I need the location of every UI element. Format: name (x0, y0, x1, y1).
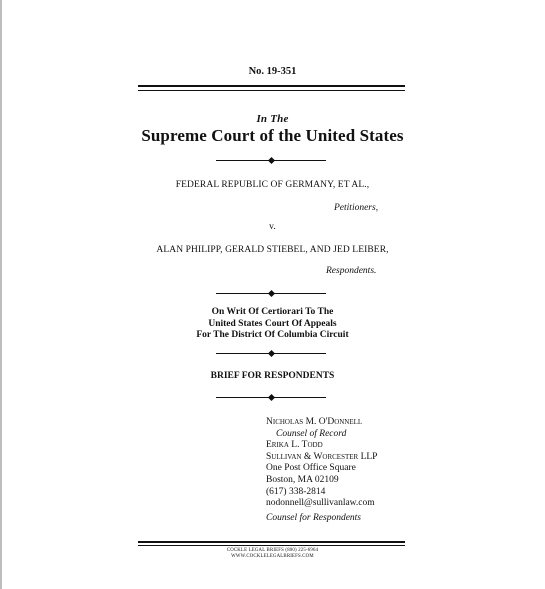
petitioner-role: Petitioners, (334, 203, 379, 213)
bottom-rule-thick (138, 541, 405, 543)
brief-title: BRIEF FOR RESPONDENTS (210, 371, 335, 381)
counsel-second-name: Erika L. Todd (266, 440, 323, 451)
divider-2 (216, 290, 326, 297)
bottom-rule-thin (138, 545, 405, 546)
divider-3 (216, 350, 326, 357)
writ-line-1: On Writ Of Certiorari To The (211, 307, 334, 317)
counsel-lead-name: Nicholas M. O'Donnell (266, 417, 363, 427)
writ-line-2: United States Court Of Appeals (208, 318, 337, 329)
printer-line-1: COCKLE LEGAL BRIEFS (800) 225-6964 (226, 548, 319, 553)
petitioner-name: FEDERAL REPUBLIC OF GERMANY, ET AL., (175, 180, 370, 190)
court-name: Supreme Court of the United States (141, 126, 404, 145)
respondent-name: ALAN PHILIPP, GERALD STIEBEL, AND JED LEIBER, (156, 245, 389, 255)
counsel-firm: Sullivan & Worcester LLP (266, 451, 378, 462)
diamond-ornament-icon (268, 350, 275, 357)
counsel-email: nodonnell@sullivanlaw.com (266, 498, 375, 509)
respondent-role: Respondents. (326, 266, 377, 276)
counsel-block (266, 417, 377, 510)
diamond-ornament-icon (268, 394, 275, 401)
versus: v. (269, 222, 276, 232)
diamond-ornament-icon (268, 290, 275, 297)
divider-4 (216, 394, 326, 401)
diamond-ornament-icon (268, 157, 275, 164)
counsel-lead-title: Counsel of Record (276, 428, 347, 439)
counsel-address-1: One Post Office Square (266, 463, 356, 474)
writ-line-3: For The District Of Columbia Circuit (196, 330, 349, 340)
writ-text (0, 307, 545, 342)
docket-number: No. 19-351 (248, 66, 297, 77)
counsel-address-2: Boston, MA 02109 (266, 474, 339, 485)
top-rule-thin (138, 90, 405, 91)
counsel-phone: (617) 338-2814 (266, 486, 326, 497)
printer-line-2: WWW.COCKLELEGALBRIEFS.COM (231, 554, 314, 559)
printer-footer (0, 548, 545, 560)
page-edge (0, 0, 2, 589)
court-in-the: In The (256, 113, 289, 125)
top-rule-thick (138, 85, 405, 87)
divider-1 (216, 157, 326, 164)
counsel-for: Counsel for Respondents (266, 513, 361, 523)
